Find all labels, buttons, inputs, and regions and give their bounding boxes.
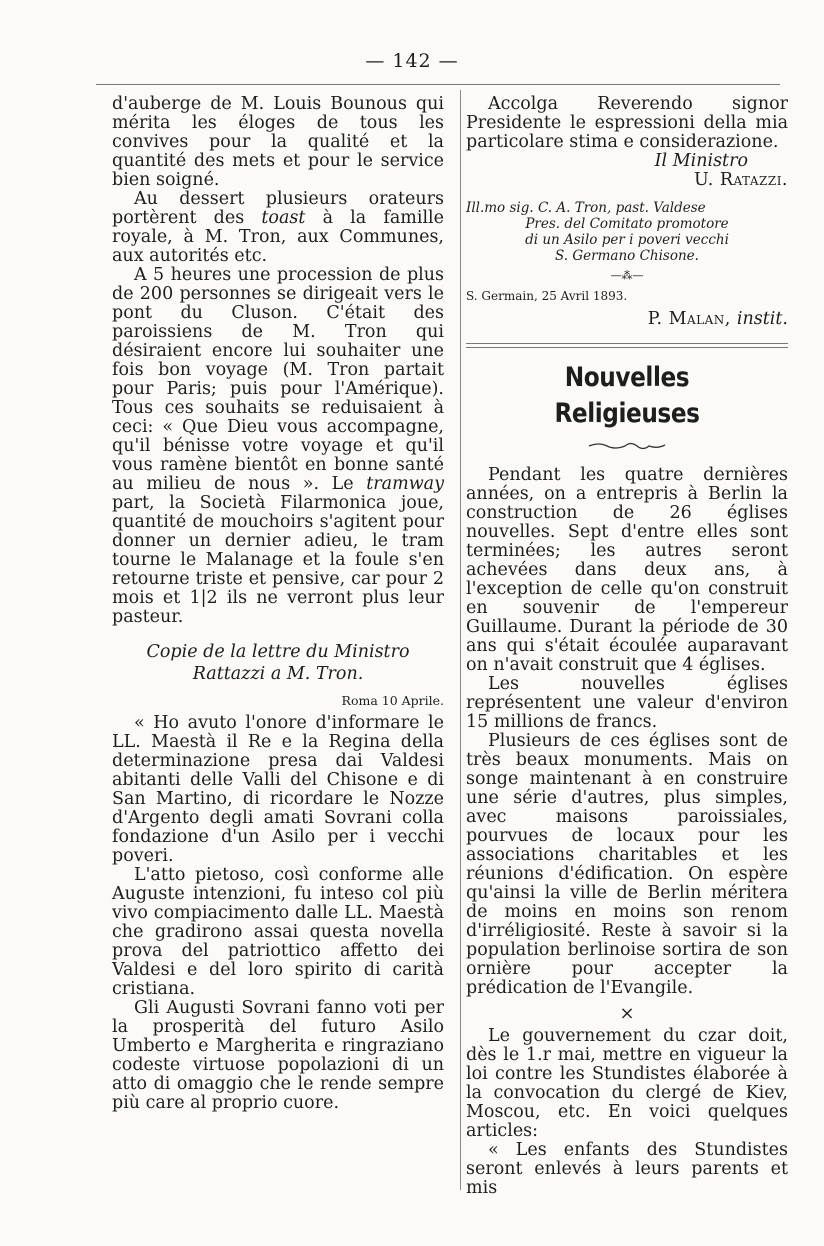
italic-word: tramway xyxy=(366,474,444,494)
separator-mark: × xyxy=(619,1003,635,1024)
column-divider xyxy=(460,90,461,1190)
addressee-line-4: S. Germano Chisone. xyxy=(555,248,699,264)
text-run: Au dessert plusieurs orateurs portèrent des xyxy=(112,189,444,228)
right-paragraph-3: Les nouvelles églises représentent une valeur d'environ 15 millions de francs. xyxy=(466,674,788,732)
addressee-line-1: Ill.mo sig. C. A. Tron, past. Valdese xyxy=(466,200,706,216)
left-paragraph-4: « Ho avuto l'onore d'informare le LL. Maestà il Re e la Regina della determinazione presa dai Valdesi abitanti delle Valli del Chisone e di San Martino, di ricordare le Nozze d'Argento degli amati Sovrani colla fondazione d'un Asilo per i vecchi poveri. xyxy=(112,713,444,866)
text-run: A 5 heures une procession de plus de 200 personnes se dirigeait vers le pont du Cluson. C'était des paroissiens de M. Tron qui désiraient encore lui souhaiter une fois bon voyage (M. Tron partait pour Paris; puis pour l'Amérique). Tous ces souhaits se reduisaient à ceci: « Que Dieu vous accompagne, qu'il bénisse votre voyage et qu'il vous ramène bientôt en bonne santé au milieu de nous ». Le xyxy=(112,265,444,494)
right-paragraph-4: Plusieurs de ces églises sont de très beaux monuments. Mais on songe maintenant à en construire une série d'autres, plus simples, avec maisons paroissiales, pourvues de locaux pour les associations charitables et les réunions d'édification. On espère qu'ainsi la ville de Berlin méritera de moins en moins son renom d'irréligiosité. Reste à savoir si la population berlinoise sortira de son ornière pour accepter la prédication de l'Evangile. xyxy=(466,731,788,998)
report-signer-title: instit. xyxy=(736,309,788,329)
letter-heading-line-2: Rattazzi a M. Tron. xyxy=(192,664,364,684)
page-number: — 142 — xyxy=(365,50,459,72)
letter-heading-line-1: Copie de la lettre du Ministro xyxy=(146,642,410,662)
flourish-ornament-icon xyxy=(587,440,667,452)
letter-heading xyxy=(112,641,444,685)
left-paragraph-3 xyxy=(112,266,444,627)
top-rule xyxy=(96,84,780,85)
report-signature xyxy=(466,310,788,329)
letter-date: Roma 10 Aprile. xyxy=(341,693,444,708)
right-column xyxy=(466,95,788,1198)
left-paragraph-1: d'auberge de M. Louis Bounous qui mérita les éloges de tous les convives pour la qualité et la quantité des mets et pour le service bien soigné. xyxy=(112,94,444,190)
right-paragraph-5: Le gouvernement du czar doit, dès le 1.r mai, mettre en vigueur la loi contre les Stundistes élaborée à la convocation du clergé de Kiev, Moscou, etc. En voici quelques articles: xyxy=(466,1026,788,1141)
signer-role: Il Ministro xyxy=(654,151,748,171)
left-paragraph-2 xyxy=(112,190,444,266)
text-run: à la famille royale, à M. Tron, aux Communes, aux autorités etc. xyxy=(112,208,445,266)
report-date: S. Germain, 25 Avril 1893. xyxy=(466,289,628,303)
left-paragraph-6: Gli Augusti Sovrani fanno voti per la prosperità del futuro Asilo Umberto e Margherita e ringraziano codeste virtuose popolazioni di un atto di omaggio che le rende sempre più care al proprio cuore. xyxy=(112,998,444,1113)
right-paragraph-2: Pendant les quatre dernières années, on a entrepris à Berlin la construction de 26 églises nouvelles. Sept d'entre elles sont terminées; les autres seront achevées dans deux ans, à l'exception de celle qu'on construit en souvenir de l'empereur Guillaume. Durant la période de 30 ans qui s'était écoulée auparavant on n'avait construit que 4 églises. xyxy=(466,465,788,675)
section-title: Nouvelles Religieuses xyxy=(554,362,700,429)
report-signer-name: P. Malan, xyxy=(647,309,737,329)
italic-word: toast xyxy=(261,208,306,228)
addressee-block xyxy=(466,200,788,264)
signer-name: U. Ratazzi. xyxy=(694,170,788,190)
text-run: part, la Società Filarmonica joue, quantité de mouchoirs s'agitent pour donner un dernier adieu, le tram tourne le Malanage et la foule s'en retourne triste et pensive, car pour 2 mois et 1|2 ils ne verront plus leur pasteur. xyxy=(112,493,444,627)
left-column xyxy=(112,95,444,1113)
left-paragraph-5: L'atto pietoso, così conforme alle Auguste intenzioni, fu inteso col più vivo compiacimento dalle LL. Maestà che gradirono assai questa novella prova del patriottico affetto dei Valdesi e del loro spirito di carità cristiana. xyxy=(112,865,444,999)
addressee-line-3: di un Asilo per i poveri vecchi xyxy=(525,232,729,248)
right-paragraph-6: « Les enfants des Stundistes seront enlevés à leurs parents et mis xyxy=(466,1140,788,1198)
letter-signature xyxy=(466,152,788,190)
addressee-line-2: Pres. del Comitato promotore xyxy=(525,216,729,232)
right-paragraph-1: Accolga Reverendo signor Presidente le espressioni della mia particolare stima e considerazione. xyxy=(466,94,788,152)
section-rule xyxy=(466,343,788,348)
small-ornament: —⁂— xyxy=(610,269,644,282)
